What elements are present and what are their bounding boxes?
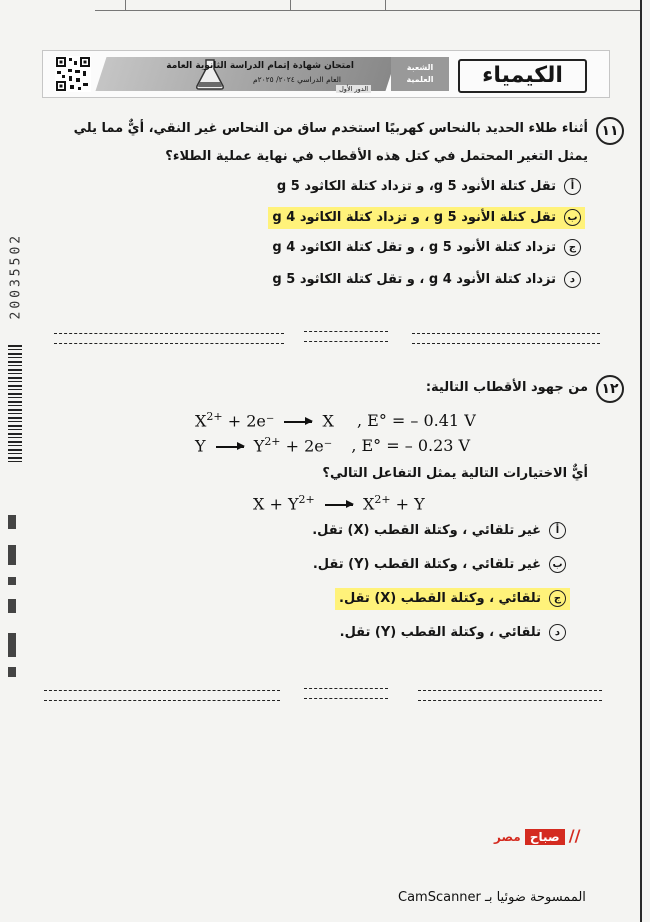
eq1-lhs-charge: 2+	[206, 410, 223, 423]
q12-option-a[interactable]	[308, 520, 570, 542]
q12-option-c-text: تلقائي ، وكتلة القطب (X) تقل.	[339, 591, 541, 606]
q12-option-d[interactable]	[336, 622, 570, 644]
eq2-lhs: Y	[195, 436, 206, 456]
q12-option-c-letter: ج	[549, 590, 566, 607]
eq1-lhs-base: X	[195, 411, 207, 431]
q11-option-c-letter: ج	[564, 239, 581, 256]
divider-dots	[44, 690, 280, 701]
eq1-lhs-rest: + 2e⁻	[227, 411, 275, 431]
branch-badge	[391, 57, 449, 91]
q11-option-c[interactable]	[268, 237, 585, 259]
q11-option-b-highlighted[interactable]	[268, 207, 585, 229]
side-scan-marks	[8, 515, 18, 685]
divider-dots	[304, 331, 388, 342]
q11-option-a[interactable]	[273, 176, 585, 198]
q11-option-a-letter: أ	[564, 178, 581, 195]
subject-title: الكيمياء	[458, 59, 587, 93]
question-12-intro: من جهود الأقطاب التالية:	[425, 380, 588, 395]
reaction-rhs-charge: 2+	[374, 493, 391, 506]
q12-option-a-letter: أ	[549, 522, 566, 539]
eq2-rhs-base: Y	[253, 436, 265, 456]
q12-option-b[interactable]	[309, 554, 570, 576]
equation-1	[195, 410, 476, 430]
eq2-rhs-rest: + 2e⁻	[285, 436, 333, 456]
q11-option-c-text: تزداد كتلة الأنود g 5 ، و تقل كتلة الكاثود g 4	[272, 240, 556, 255]
reaction-arrow-icon	[216, 446, 244, 448]
divider-dots	[304, 688, 388, 699]
q12-option-b-text: غير تلقائي ، وكتلة القطب (Y) تقل.	[312, 557, 541, 572]
camscanner-footer: الممسوحة ضوئيا بـ CamScanner	[398, 890, 586, 905]
question-11-number: ١١	[596, 117, 624, 145]
eq2-rhs-charge: 2+	[264, 435, 281, 448]
side-barcode	[8, 345, 22, 465]
reaction-arrow-icon	[325, 504, 353, 506]
page-edge	[640, 0, 642, 922]
qr-code-icon	[55, 56, 91, 92]
exam-title: امتحان شهادة إتمام الدراسة الثانوية العامة	[166, 61, 354, 71]
reaction-rhs-base: X	[362, 494, 375, 514]
exam-phase: الدور الأول	[336, 85, 371, 93]
question-12-number: ١٢	[596, 375, 624, 403]
question-12-text: أيٌّ الاختيارات التالية يمثل التفاعل التالي؟	[322, 466, 588, 481]
target-reaction	[253, 493, 425, 513]
divider-dots	[412, 333, 600, 344]
exam-year: العام الدراسي ٢٠٢٤/ ٢٠٢٥م	[252, 75, 341, 84]
q11-option-d-text: تزداد كتلة الأنود g 4 ، و تقل كتلة الكاثود g 5	[272, 272, 556, 287]
q11-option-d-letter: د	[564, 271, 581, 288]
q12-option-d-text: تلقائي ، وكتلة القطب (Y) تقل.	[339, 625, 541, 640]
eq1-rhs: X	[322, 411, 334, 431]
q12-option-a-text: غير تلقائي ، وكتلة القطب (X) تقل.	[312, 523, 541, 538]
q12-option-b-letter: ب	[549, 556, 566, 573]
branch-line-1: الشعبة	[406, 63, 434, 72]
question-11-line-1: أثناء طلاء الحديد بالنحاس كهربيًا استخدم ساق من النحاس غير النقي، أيٌّ مما يلي	[73, 121, 588, 136]
logo-part-1: صباح	[525, 829, 565, 845]
reaction-lhs-charge: 2+	[298, 493, 315, 506]
divider-dots	[54, 333, 284, 344]
q11-option-b-letter: ب	[564, 209, 581, 226]
branch-line-2: العلمية	[406, 75, 434, 84]
side-serial-number: 20035502	[8, 232, 24, 320]
q11-option-a-text: تقل كتلة الأنود g 5، و تزداد كتلة الكاثود g 5	[276, 179, 556, 194]
reaction-lhs-base: X + Y	[253, 494, 299, 514]
q11-option-b-text: تقل كتلة الأنود g 5 ، و تزداد كتلة الكاثود g 4	[272, 210, 556, 225]
q12-option-d-letter: د	[549, 624, 566, 641]
logo-part-2: مصر	[494, 830, 521, 844]
logo-slashes-icon: //	[568, 826, 581, 845]
exam-header	[42, 50, 610, 98]
equation-2	[195, 435, 470, 455]
sabah-masr-logo	[494, 826, 580, 845]
q11-option-d[interactable]	[268, 269, 585, 291]
q12-option-c-highlighted[interactable]	[335, 588, 570, 610]
reaction-rhs-rest: + Y	[395, 494, 425, 514]
divider-dots	[418, 690, 602, 701]
eq1-potential: , E° = – 0.41 V	[356, 411, 476, 431]
top-border-line	[95, 0, 640, 11]
reaction-arrow-icon	[284, 421, 312, 423]
eq2-potential: , E° = – 0.23 V	[351, 436, 471, 456]
question-11-line-2: يمثل التغير المحتمل في كتل هذه الأقطاب في نهاية عملية الطلاء؟	[165, 149, 588, 164]
